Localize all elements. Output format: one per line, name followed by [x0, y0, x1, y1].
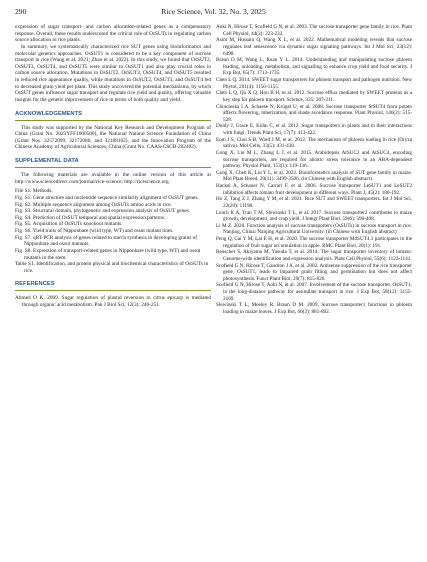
reference-item: Aoki N, Hirose T, Scofield G N, et al. 2003. The sucrose transporter gene family in rice. Plant Cell Physiol, 44(3): 223-232. — [216, 24, 412, 37]
reference-item: Doidy J, Grace E, Kühn C, et al. 2012. Sugar transporters in plants and in their interactions with fungi. Trends Plant Sci, 17(7): 413-422. — [216, 123, 412, 136]
reference-item: Gong X, Chen K, Liu Y L, et al. 2022. Bioinformatics analysis of SUT gene family in maize. Mol Plant Breed, 20(11): 3499-3506. (in Chinese with English abstract) — [216, 169, 412, 183]
supplemental-item: Fig. S1. Gene structure and nucleotide sequence similarity alignment of OsSUT genes. — [15, 194, 199, 201]
supplemental-item: Fig. S3. Structural domain, phylogenetic and expression analysis of OsSUT genes. — [15, 208, 190, 215]
supplemental-item: Table S1. Identification, and protein physical and biochemical characteristics of OsSUTs in rice. — [15, 261, 209, 274]
reference-item: Li M Z. 2020. Function analysis of sucrose transporters (OsSUTs) in sucrose transport in rice. Nanjing, China: Nanjing Agricultural University. (in Chinese with English abstract) — [216, 222, 412, 236]
journal-title: Rice Science, Vol. 32, No. 3, 2025 — [161, 7, 266, 16]
reference-item: Reuscher S, Akiyama M, Yasuda T, et al. 2014. The sugar transporter inventory of tomato: Genome-wide identification and expression analysis. Plant Cell Physiol, 55(6): 1123-1141. — [216, 249, 412, 262]
summary-paragraph: In summary, we systematically characterized rice SUT genes using bioinformatics and molecular genetics approaches. OsSUT1 is considered to be a key component of sucrose transport in rice (Wang et al, 2021; Zhao et al, 2022). In this study, we found that OsSUT2, OsSUT3, OsSUT4, and OsSUT5 were similar to OsSUT1 and also play crucial roles in carbon source allocation. Mutations in OsSUT2, OsSUT3, OsSUT4, and OsSUT5 resulted in reduced rice appearance quality, while mutations in OsSUT2, OsSUT3, and OsSUT4 led to decreased grain yield per plant. This study uncovered the potential mechanisms, by which OsSUT genes influence sugar transport and regulate rice yield and quality, offering valuable insights for the genetic improvement of rice in terms of both quality and yield. — [15, 43, 211, 103]
reference-item: Slewinski T L, Meeley R, Braun D M. 2009. Sucrose transporter1 functions in phloem loading in maize leaves. J Exp Bot, 60(3): 881-892. — [216, 302, 412, 315]
supplemental-item: Fig. S2. Multiple sequence alignment among OsSUTs amino acids in rice. — [15, 201, 172, 208]
reference-item: Ahmed O K. 2009. Sugar regulation of plastid reversion in citrus epicarp is mediated through organic acid metabolism. Pak J Biol Sci, 12(3): 246-251. — [15, 295, 211, 308]
acknowledgements-text: This study was supported by the National Key Research and Development Program of China (Grant No. 2023YFF1000500), the National Natural Science Foundation of China (Grant Nos. 32572099, 32172080, and 32188102), and the Innovation Program of the Chinese Academy of Agricultural Sciences, China (Grant No. CAAS-CSCB-202402). — [15, 124, 211, 151]
reference-item: Chincinska I A, Schaese N, Krügel U, et al. 2008. Sucrose transporter StSUT4 from potato affects flowering, tuberization, and shade avoidance response. Plant Physiol, 146(2): 515-528. — [216, 103, 412, 123]
right-column — [216, 24, 412, 316]
page-number: 290 — [15, 7, 27, 16]
reference-item: Gong X, Liu M L, Zhang L J, et al. 2015. Arabidopsis AtSUC2 and AtSUC4, encoding sucrose transporters, are required for abiotic stress tolerance in an ABA-dependent pathway. Physiol Plant, 153(1): 119-136. — [216, 149, 412, 170]
reference-item: Asim M, Hussain Q, Wang X L, et al. 2022. Mathematical modeling reveals that sucrose regulates leaf senescence via dynamic sugar signaling pathways. Int J Mol Sci, 23(12): 6498. — [216, 37, 412, 57]
continued-paragraph: expression of sugar transport- and carbon allocation-related genes as a compensatory response. Overall, these results underscored the critical role of OsSUTs in regulating carbon source allocation in rice plants. — [15, 24, 211, 44]
supplemental-item: File S1. Methods. — [15, 188, 53, 195]
left-column — [15, 24, 211, 309]
reference-item: Eom J S, Choi S B, Ward J M, et al. 2012. The mechanism of phloem loading in rice (Oryza sativa). Mol Cells, 33(5): 431-438. — [216, 136, 412, 150]
supplemental-item: Fig. S7. qRT-PCR analysis of genes related to starch synthesis in developing grains of Nipponbare and ossut mutants. — [15, 234, 198, 248]
reference-item: Scofield G N, Hirose T, Gaudron J A, et al. 2002. Antisense suppression of the rice transporter gene, OsSUT1, leads to impaired grain filling and germination but does not affect photosynthesis. Funct Plant Biol, 29(7): 815-826. — [216, 262, 412, 282]
references-heading: REFERENCES — [15, 281, 211, 291]
supplemental-item: Fig. S5. Acquisition of OsSUTs knockout mutants. — [15, 221, 123, 228]
reference-item: Braun D M, Wang L, Ruan Y L. 2014. Understanding and manipulating sucrose phloem loading, unloading, metabolism, and signalling to enhance crop yield and food security. J Exp Bot, 65(7): 1713-1735. — [216, 57, 412, 77]
reference-item: Peng Q, Cai Y M, Lai E H, et al. 2020. The sucrose transporter MdSUT4.1 participates in the regulation of fruit sugar accumulation in apple. BMC Plant Biol, 20(1): 191. — [216, 236, 412, 249]
supplemental-heading: SUPPLEMENTAL DATA — [15, 158, 211, 168]
reference-item: Chen L Q. 2014. SWEET sugar transporters for phloem transport and pathogen nutrition. New Phytol, 201(4): 1150-1155. — [216, 77, 412, 90]
reference-item: Chen L Q, Qu X Q, Hou B H, et al. 2012. Sucrose efflux mediated by SWEET proteins as a key step for phloem transport. Science, 335: 207-211. — [216, 90, 412, 103]
reference-item: Scofield G N, Hirose T, Aoki N, et al. 2007. Involvement of the sucrose transporter, OsSUT1, in the long-distance pathway for assimilate transport in rice. J Exp Bot, 58(12): 3155-3169. — [216, 282, 412, 302]
supplemental-intro: The following materials are available in the online version of this article at http://www.sciencedirect.com/journal/rice-science; http://ricescience.org. — [15, 172, 211, 185]
supplemental-list — [15, 188, 211, 274]
supplemental-item: Fig. S8. Expression of transport-related genes in Nipponbare (wild type, WT) and ossut mutants in the stem. — [15, 247, 201, 261]
page-header — [15, 6, 412, 18]
supplemental-item: Fig. S6. Yield traits of Nipponbare (wild type, WT) and ossut mutant lines. — [15, 228, 174, 234]
reference-item: Leach K A, Tran T M, Slewinski T L, et al. 2017. Sucrose transporter2 contributes to maize growth, development, and crop yield. J Integr Plant Biol, 59(6): 390-408. — [216, 209, 412, 223]
reference-item: Ho Z, Tang Z J, Zhang Y M, et al. 2021. Rice SUT and SWEET transporters. Int J Mol Sci, 22(20): 11198. — [216, 196, 412, 209]
reference-item: Hackel A, Schauer N, Carrari F, et al. 2006. Sucrose transporter LeSUT1 and LeSUT2 inhibition affects tomato fruit development in different ways. Plant J, 45(2): 180-192. — [216, 183, 412, 196]
acknowledgements-heading: ACKNOWLEDGEMENTS — [15, 111, 211, 121]
supplemental-item: Fig. S4. Prediction of OsSUT temporal and spatial expression patterns. — [15, 214, 166, 221]
